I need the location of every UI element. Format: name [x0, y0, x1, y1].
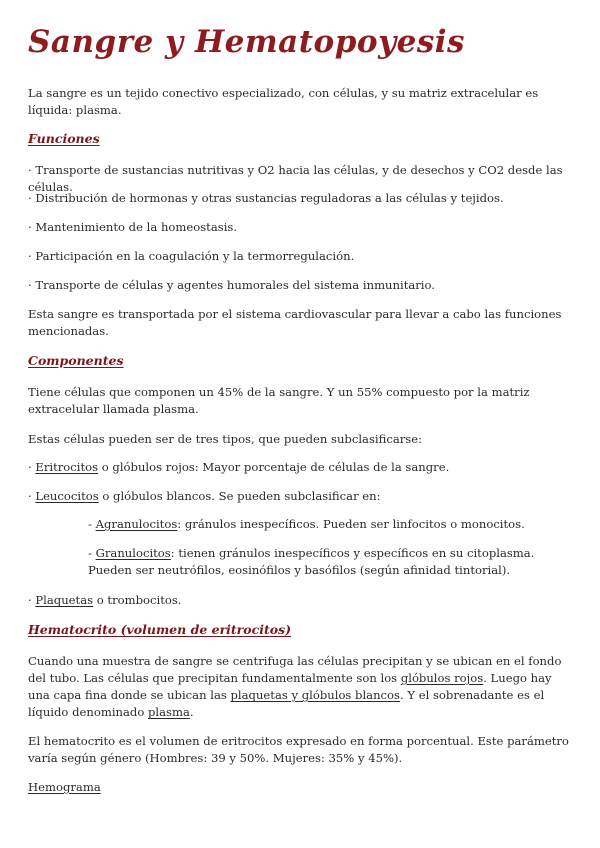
bullet: -: [88, 546, 96, 560]
bullet: ·: [28, 460, 36, 474]
text-run: . Luego hay una capa fina donde se ubican las: [28, 671, 552, 702]
list-item: · Transporte de células y agentes humorales del sistema inmunitario.: [28, 278, 435, 292]
list-item-eritrocitos: [28, 459, 576, 476]
funciones-heading: Funciones: [28, 131, 100, 146]
intro-paragraph: La sangre es un tejido conectivo especializado, con células, y su matriz extracelular es líquida: plasma.: [28, 86, 539, 117]
list-item-leucocitos: [28, 488, 576, 505]
list-item-plaquetas: [28, 592, 576, 609]
componentes-heading: Componentes: [28, 353, 124, 368]
list-item: · Participación en la coagulación y la termorregulación.: [28, 249, 355, 263]
sublist-item-agranulocitos: [88, 516, 576, 533]
term-plaquetas: Plaquetas: [35, 593, 94, 607]
bullet: -: [88, 517, 96, 531]
componentes-paragraph-1: Tiene células que componen un 45% de la sangre. Y un 55% compuesto por la matriz extracelular llamada plasma.: [28, 385, 530, 416]
term-description: o glóbulos blancos. Se pueden subclasificar en:: [98, 489, 381, 503]
term-plaquetas-globulos-blancos: plaquetas y glóbulos blancos: [230, 688, 400, 702]
list-item: · Mantenimiento de la homeostasis.: [28, 220, 238, 234]
hemograma-heading: Hemograma: [28, 780, 101, 794]
hematocrito-paragraph-2: El hematocrito es el volumen de eritrocitos expresado en forma porcentual. Este parámetro varía según género (Hombres: 39 y 50%. Mujeres: 35% y 45%).: [28, 734, 569, 765]
term-eritrocitos: Eritrocitos: [35, 460, 99, 474]
term-description: : tienen gránulos inespecíficos y específicos en su citoplasma. Pueden ser neutrófilos, eosinófilos y basófilos (según afinidad tintorial).: [88, 546, 535, 577]
funciones-closing: Esta sangre es transportada por el sistema cardiovascular para llevar a cabo las funciones mencionadas.: [28, 307, 562, 338]
page-title: Sangre y Hematopoyesis: [28, 24, 466, 60]
text-run: Cuando una muestra de sangre se centrifuga las células precipitan y se ubican en el fondo del tubo. Las células que precipitan fundamentalmente son los: [28, 654, 562, 685]
term-leucocitos: Leucocitos: [35, 489, 99, 503]
term-granulocitos: Granulocitos: [95, 546, 171, 560]
hematocrito-heading: Hematocrito (volumen de eritrocitos): [28, 622, 292, 637]
text-run: .: [189, 705, 194, 719]
componentes-paragraph-2: Estas células pueden ser de tres tipos, que pueden subclasificarse:: [28, 432, 423, 446]
bullet: ·: [28, 489, 36, 503]
list-item: · Transporte de sustancias nutritivas y O2 hacia las células, y de desechos y CO2 desde las células.: [28, 163, 563, 194]
term-description: : gránulos inespecíficos. Pueden ser linfocitos o monocitos.: [177, 517, 525, 531]
sublist-item-granulocitos: [88, 545, 576, 579]
term-plasma: plasma: [148, 705, 190, 719]
term-description: o trombocitos.: [93, 593, 182, 607]
term-description: o glóbulos rojos: Mayor porcentaje de células de la sangre.: [98, 460, 450, 474]
hematocrito-paragraph-1: [28, 653, 576, 721]
term-globulos-rojos: glóbulos rojos: [400, 671, 484, 685]
text-run: . Y el sobrenadante es el líquido denominado: [28, 688, 545, 719]
list-item: · Distribución de hormonas y otras sustancias reguladoras a las células y tejidos.: [28, 191, 504, 205]
term-agranulocitos: Agranulocitos: [95, 517, 178, 531]
bullet: ·: [28, 593, 36, 607]
